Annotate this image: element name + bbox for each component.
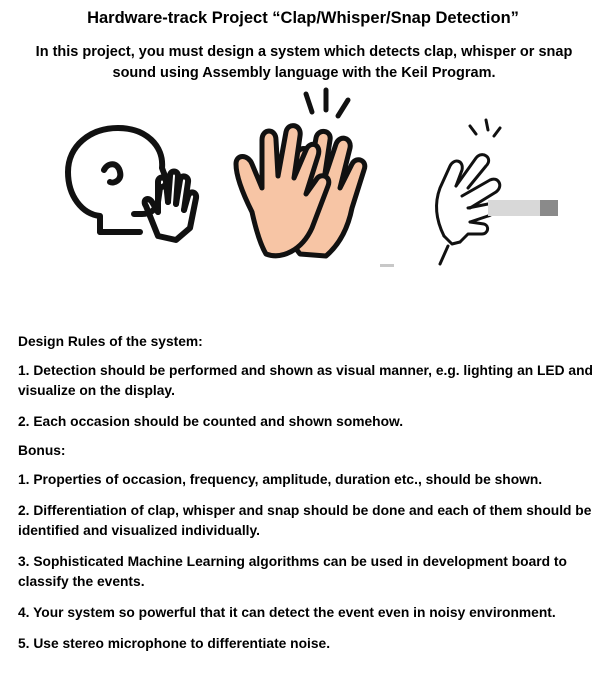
bonus-heading: Bonus:: [18, 443, 66, 458]
bonus-item: 2. Differentiation of clap, whisper and snap should be done and each of them should be identified and visualized individually.: [18, 503, 592, 538]
bonus-item: 1. Properties of occasion, frequency, amplitude, duration etc., should be shown.: [18, 472, 543, 487]
bonus-item: 4. Your system so powerful that it can detect the event even in noisy environment.: [18, 605, 556, 620]
finger-snap-icon: [437, 120, 558, 264]
project-intro: In this project, you must design a system which detects clap, whisper or snap sound using Assembly language with the Keil Program.: [35, 44, 573, 81]
design-rule-item: 2. Each occasion should be counted and shown somehow.: [18, 414, 404, 429]
illustration-row: [0, 84, 606, 274]
design-rule-item: 1. Detection should be performed and shown as visual manner, e.g. lighting an LED and visualize on the display.: [18, 363, 593, 398]
bonus-item: 3. Sophisticated Machine Learning algorithms can be used in development board to classify the events.: [18, 554, 567, 589]
design-rules-section: [18, 332, 593, 665]
clapping-hands-icon: [236, 90, 394, 267]
design-rules-heading: Design Rules of the system:: [18, 334, 203, 349]
page-title: Hardware-track Project “Clap/Whisper/Snap Detection”: [87, 9, 519, 27]
bonus-item: 5. Use stereo microphone to differentiate noise.: [18, 636, 331, 651]
whisper-icon: [68, 128, 196, 240]
